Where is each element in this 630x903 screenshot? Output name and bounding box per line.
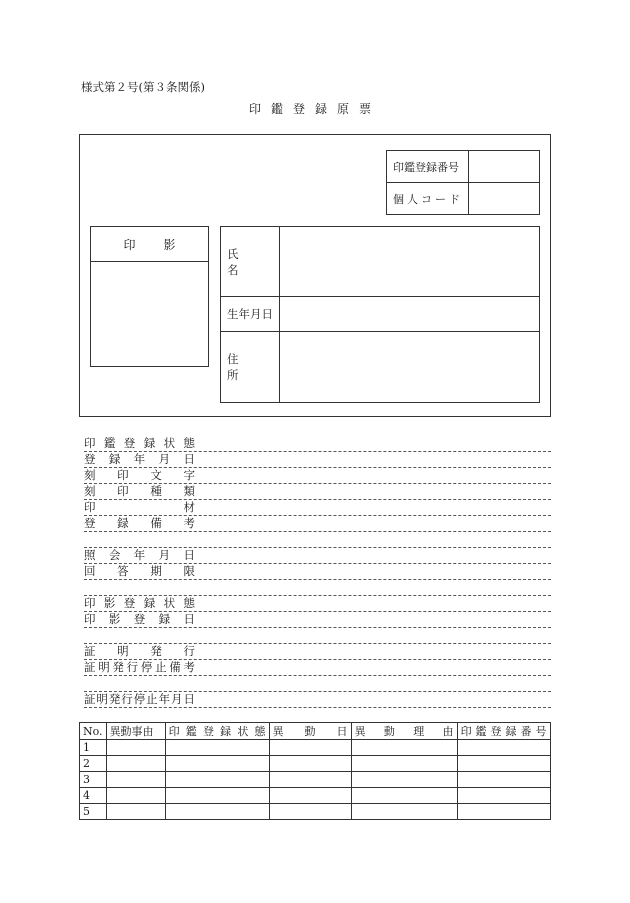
status-label: 証明発行停止年月日 <box>84 692 195 706</box>
status-row[interactable] <box>84 484 551 500</box>
form-number: 様式第２号(第３条関係) <box>81 80 205 94</box>
seal-number-field[interactable] <box>469 151 540 183</box>
status-row-blank[interactable] <box>84 628 551 644</box>
table-cell[interactable] <box>269 756 351 772</box>
status-row[interactable] <box>84 436 551 452</box>
history-header-seal-number: 印鑑登録番号 <box>457 723 550 740</box>
status-label: 印材 <box>84 500 195 514</box>
status-label: 印鑑登録状態 <box>84 436 195 450</box>
table-cell[interactable] <box>351 788 457 804</box>
table-cell[interactable] <box>351 756 457 772</box>
status-row[interactable] <box>84 564 551 580</box>
status-row[interactable] <box>84 612 551 628</box>
row-number: 1 <box>80 740 107 756</box>
table-cell[interactable] <box>351 740 457 756</box>
address-field[interactable] <box>280 332 540 403</box>
table-cell[interactable] <box>106 772 165 788</box>
table-row <box>80 772 551 788</box>
table-cell[interactable] <box>165 756 269 772</box>
status-row[interactable] <box>84 548 551 564</box>
status-label: 登録年月日 <box>84 452 195 466</box>
status-row[interactable] <box>84 468 551 484</box>
table-cell[interactable] <box>106 756 165 772</box>
status-label: 照会年月日 <box>84 548 195 562</box>
seal-number-label: 印鑑登録番号 <box>387 151 469 183</box>
table-cell[interactable] <box>269 804 351 820</box>
status-row[interactable] <box>84 644 551 660</box>
table-cell[interactable] <box>165 788 269 804</box>
status-row[interactable] <box>84 596 551 612</box>
status-label: 刻印文字 <box>84 468 195 482</box>
table-cell[interactable] <box>165 804 269 820</box>
person-info-box <box>220 226 540 402</box>
status-label: 刻印種類 <box>84 484 195 498</box>
stamp-impression-label: 印影 <box>91 227 208 262</box>
table-cell[interactable] <box>106 740 165 756</box>
table-cell[interactable] <box>106 788 165 804</box>
row-number: 3 <box>80 772 107 788</box>
status-row[interactable] <box>84 452 551 468</box>
table-cell[interactable] <box>351 772 457 788</box>
table-row <box>80 804 551 820</box>
stamp-impression-box <box>90 226 209 367</box>
birthdate-field[interactable] <box>280 297 540 332</box>
table-row <box>80 788 551 804</box>
status-row-blank[interactable] <box>84 580 551 596</box>
status-label: 印影登録日 <box>84 612 195 626</box>
row-number: 4 <box>80 788 107 804</box>
address-label: 住所 <box>221 332 280 403</box>
status-row-blank[interactable] <box>84 676 551 692</box>
row-number: 5 <box>80 804 107 820</box>
status-row[interactable] <box>84 516 551 532</box>
table-cell[interactable] <box>457 740 550 756</box>
table-cell[interactable] <box>457 772 550 788</box>
table-cell[interactable] <box>106 804 165 820</box>
status-label: 証明発行 <box>84 644 195 658</box>
status-row[interactable] <box>84 660 551 676</box>
table-cell[interactable] <box>165 740 269 756</box>
table-row <box>80 756 551 772</box>
table-cell[interactable] <box>269 788 351 804</box>
history-header-no: No. <box>80 723 107 740</box>
row-number: 2 <box>80 756 107 772</box>
status-row[interactable] <box>84 692 551 708</box>
history-header-cause: 異動理由 <box>351 723 457 740</box>
seal-status-list <box>84 436 551 708</box>
history-header-status: 印鑑登録状態 <box>165 723 269 740</box>
table-cell[interactable] <box>457 788 550 804</box>
table-cell[interactable] <box>457 804 550 820</box>
table-cell[interactable] <box>457 756 550 772</box>
history-header-reason: 異動事由 <box>106 723 165 740</box>
status-label: 証明発行停止備考 <box>84 660 195 674</box>
status-label: 印影登録状態 <box>84 596 195 610</box>
status-label: 登録備考 <box>84 516 195 530</box>
status-row[interactable] <box>84 500 551 516</box>
status-label: 回答期限 <box>84 564 195 578</box>
birthdate-label: 生年月日 <box>221 297 280 332</box>
document-title: 印鑑登録原票 <box>248 102 381 116</box>
status-row-blank[interactable] <box>84 532 551 548</box>
stamp-impression-area[interactable] <box>91 262 208 366</box>
personal-code-label: 個人コード <box>387 183 469 215</box>
table-cell[interactable] <box>351 804 457 820</box>
history-header-date: 異動日 <box>269 723 351 740</box>
table-cell[interactable] <box>269 772 351 788</box>
change-history-table <box>79 722 551 820</box>
table-cell[interactable] <box>165 772 269 788</box>
table-cell[interactable] <box>269 740 351 756</box>
table-row <box>80 740 551 756</box>
name-field[interactable] <box>280 227 540 297</box>
personal-code-field[interactable] <box>469 183 540 215</box>
history-header-row <box>80 723 551 740</box>
name-label: 氏名 <box>221 227 280 297</box>
registration-number-box <box>386 150 540 212</box>
